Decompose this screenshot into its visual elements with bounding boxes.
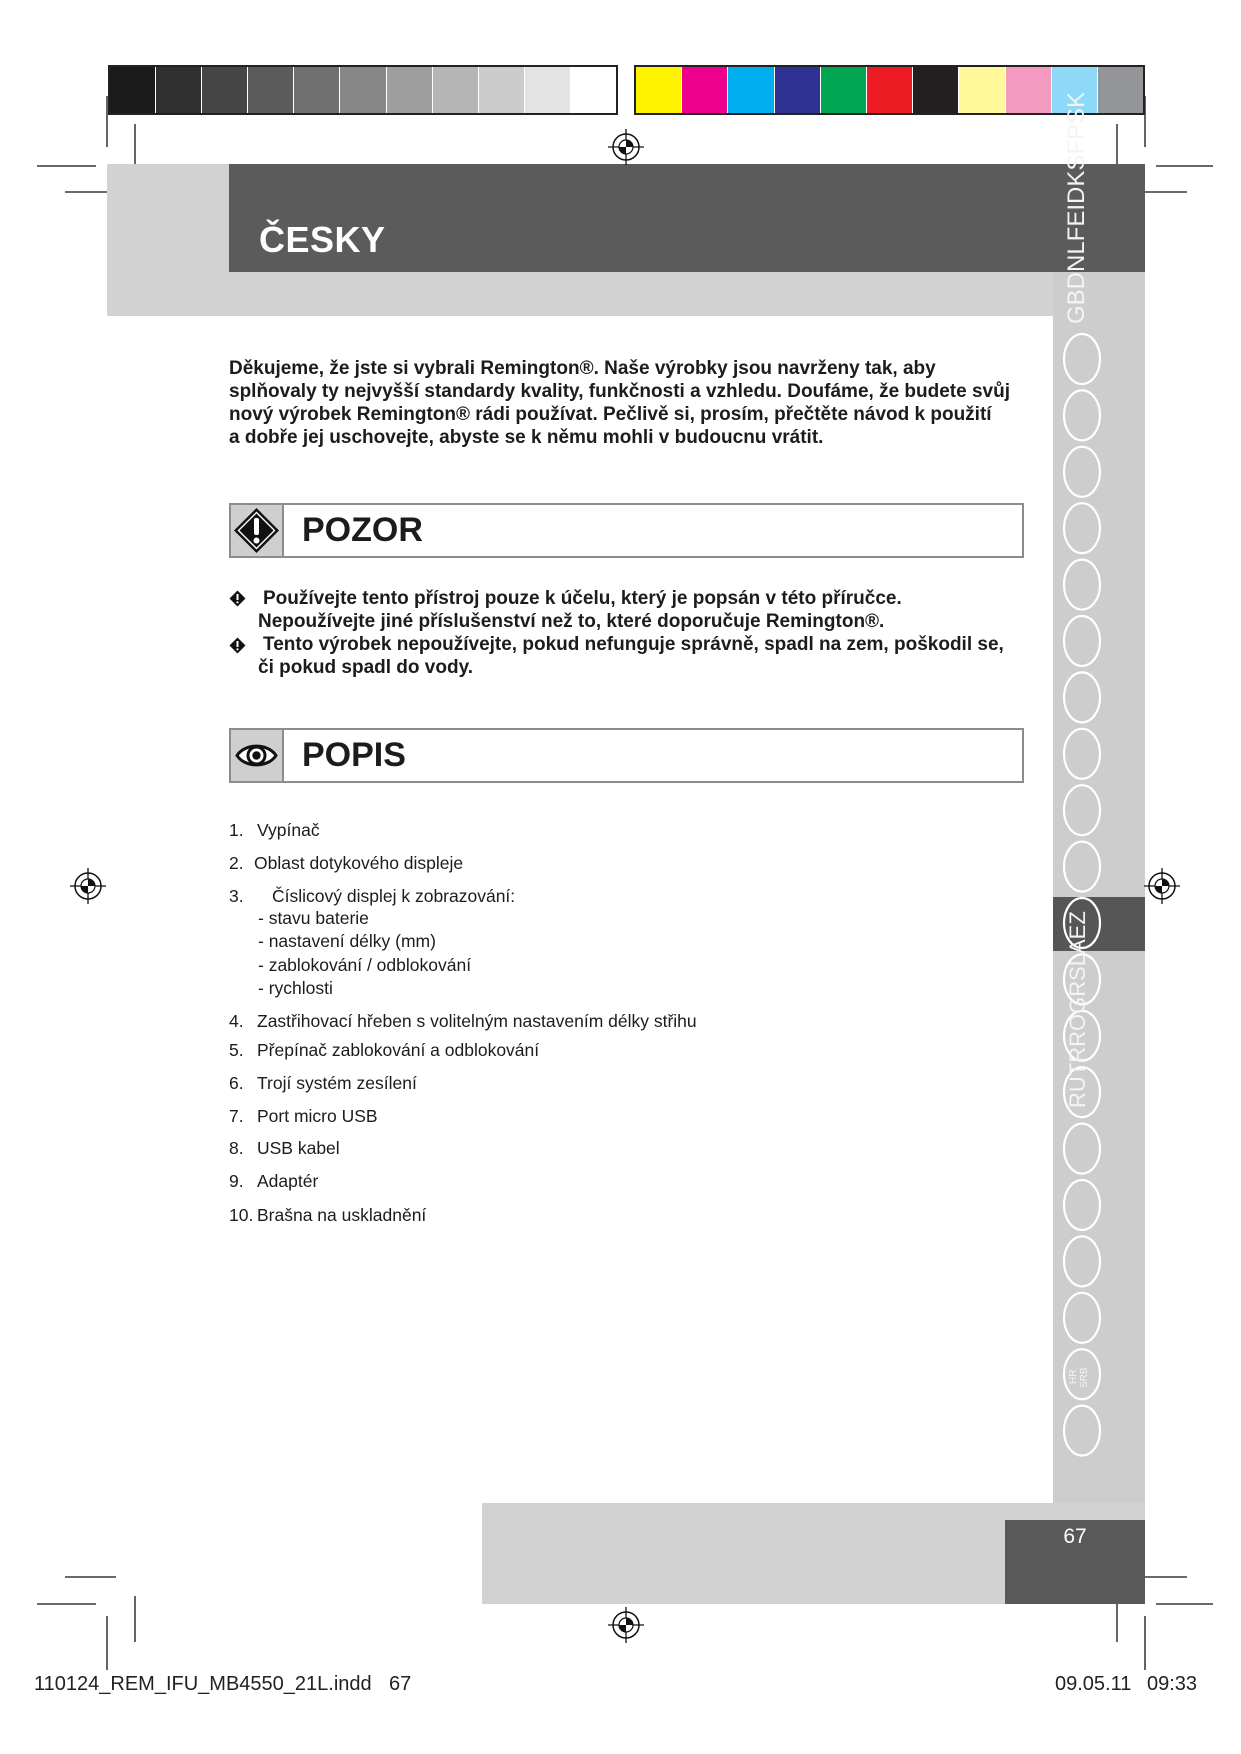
registration-mark-icon bbox=[70, 868, 106, 904]
color-swatch bbox=[959, 67, 1005, 113]
language-tab-oval bbox=[1064, 1406, 1100, 1456]
list-item: Oblast dotykového displeje bbox=[254, 853, 464, 873]
list-sub-item: - nastavení délky (mm) bbox=[258, 931, 436, 951]
language-tab-oval bbox=[1064, 1293, 1100, 1343]
page-number-box bbox=[1005, 1520, 1145, 1604]
warning-bullet-icon bbox=[229, 637, 246, 654]
language-tabs-upper-label: GBDNLFEIDKSFPSK bbox=[1063, 91, 1090, 324]
language-tab-hr-label: HR bbox=[1068, 1369, 1079, 1384]
color-swatch bbox=[682, 67, 728, 113]
gray-swatch bbox=[156, 67, 202, 113]
gray-swatch bbox=[248, 67, 294, 113]
language-tab-oval bbox=[1064, 390, 1100, 440]
language-tab-oval bbox=[1064, 616, 1100, 666]
language-tab-oval bbox=[1064, 1124, 1100, 1174]
language-tab-oval bbox=[1064, 1236, 1100, 1286]
warning-bullet-line: Používejte tento přístroj pouze k účelu, který je popsán v této příručce. bbox=[263, 588, 902, 609]
page-title: ČESKY bbox=[259, 219, 386, 260]
color-swatch bbox=[913, 67, 959, 113]
list-item: Vypínač bbox=[257, 820, 320, 840]
gray-swatch bbox=[387, 67, 433, 113]
intro-line: a dobře jej uschovejte, abyste se k němu mohli v budoucnu vrátit. bbox=[229, 427, 824, 448]
list-item-number: 7. bbox=[229, 1106, 244, 1126]
color-swatch bbox=[636, 67, 682, 113]
gray-swatch bbox=[340, 67, 386, 113]
list-item: Přepínač zablokování a odblokování bbox=[257, 1040, 540, 1060]
warning-bullet-line: Nepoužívejte jiné příslušenství než to, které doporučuje Remington®. bbox=[258, 611, 885, 632]
language-tab-oval bbox=[1064, 842, 1100, 892]
intro-line: Děkujeme, že jste si vybrali Remington®. Naše výrobky jsou navrženy tak, aby bbox=[229, 358, 936, 379]
language-tab-ovals bbox=[1053, 164, 1145, 1506]
footer-time: 09:33 bbox=[1147, 1673, 1198, 1695]
language-tab-srb-label: SRB bbox=[1079, 1367, 1090, 1388]
description-section-title: POPIS bbox=[302, 736, 406, 774]
list-item-number: 10. bbox=[229, 1205, 254, 1225]
list-item: Port micro USB bbox=[257, 1106, 378, 1126]
list-item: Brašna na uskladnění bbox=[257, 1205, 427, 1225]
language-tab-oval bbox=[1064, 503, 1100, 553]
description-icon-cell bbox=[231, 730, 284, 781]
eye-icon bbox=[231, 730, 282, 781]
color-swatch bbox=[728, 67, 774, 113]
language-tab-oval bbox=[1064, 785, 1100, 835]
warning-section-title: POZOR bbox=[302, 511, 423, 549]
language-tabs-lower-label: RUTRROGRSLAEZ bbox=[1065, 911, 1090, 1108]
color-swatch bbox=[1006, 67, 1052, 113]
gray-swatch bbox=[433, 67, 479, 113]
list-sub-item: - stavu baterie bbox=[258, 908, 369, 928]
list-item-number: 3. bbox=[229, 886, 244, 906]
registration-mark-icon bbox=[608, 1607, 644, 1643]
gray-swatch bbox=[294, 67, 340, 113]
list-item-number: 1. bbox=[229, 820, 244, 840]
list-sub-item: - zablokování / odblokování bbox=[258, 955, 472, 975]
warning-bullet-icon bbox=[229, 590, 246, 607]
warning-section-header bbox=[229, 503, 1024, 558]
list-item-number: 4. bbox=[229, 1011, 244, 1031]
gray-swatch bbox=[525, 67, 571, 113]
footer-date: 09.05.11 bbox=[1055, 1673, 1132, 1695]
list-item-number: 5. bbox=[229, 1040, 244, 1060]
list-item: USB kabel bbox=[257, 1138, 340, 1158]
warning-icon-cell bbox=[231, 505, 284, 556]
page-header bbox=[229, 164, 1145, 272]
list-item: Trojí systém zesílení bbox=[257, 1073, 417, 1093]
registration-mark-icon bbox=[608, 129, 644, 165]
intro-line: splňovaly ty nejvyšší standardy kvality, funkčnosti a vzhledu. Doufáme, že budete svůj bbox=[229, 381, 1010, 402]
footer-file-page: 67 bbox=[389, 1673, 412, 1695]
language-tab-oval bbox=[1064, 1180, 1100, 1230]
list-item: Adaptér bbox=[257, 1171, 319, 1191]
list-item-number: 9. bbox=[229, 1171, 244, 1191]
gray-swatch bbox=[110, 67, 156, 113]
gray-swatch bbox=[571, 67, 616, 113]
intro-line: nový výrobek Remington® rádi používat. Pečlivě si, prosím, přečtěte návod k použití bbox=[229, 404, 992, 425]
list-item-number: 6. bbox=[229, 1073, 244, 1093]
description-section-header bbox=[229, 728, 1024, 783]
language-tab-oval bbox=[1064, 334, 1100, 384]
color-swatch bbox=[1098, 67, 1143, 113]
gray-swatch bbox=[479, 67, 525, 113]
language-tab-oval bbox=[1064, 672, 1100, 722]
registration-mark-icon bbox=[1144, 868, 1180, 904]
page-number: 67 bbox=[1063, 1525, 1087, 1548]
warning-bullet-line: či pokud spadl do vody. bbox=[258, 657, 474, 678]
list-item-number: 2. bbox=[229, 853, 244, 873]
list-item-number: 8. bbox=[229, 1138, 244, 1158]
list-item: Číslicový displej k zobrazování: bbox=[272, 886, 516, 906]
language-tab-oval bbox=[1064, 447, 1100, 497]
warning-bullet-line: Tento výrobek nepoužívejte, pokud nefunguje správně, spadl na zem, poškodil se, bbox=[263, 634, 1004, 655]
color-swatch bbox=[821, 67, 867, 113]
gray-swatch bbox=[202, 67, 248, 113]
grayscale-strip bbox=[108, 65, 618, 115]
list-sub-item: - rychlosti bbox=[258, 978, 333, 998]
footer-file-name: 110124_REM_IFU_MB4550_21L.indd bbox=[34, 1673, 372, 1695]
list-item: Zastřihovací hřeben s volitelným nastavením délky střihu bbox=[257, 1011, 697, 1031]
language-tab-oval bbox=[1064, 729, 1100, 779]
language-tab-oval bbox=[1064, 560, 1100, 610]
color-swatch bbox=[775, 67, 821, 113]
warning-diamond-icon bbox=[231, 505, 282, 556]
color-swatch bbox=[867, 67, 913, 113]
